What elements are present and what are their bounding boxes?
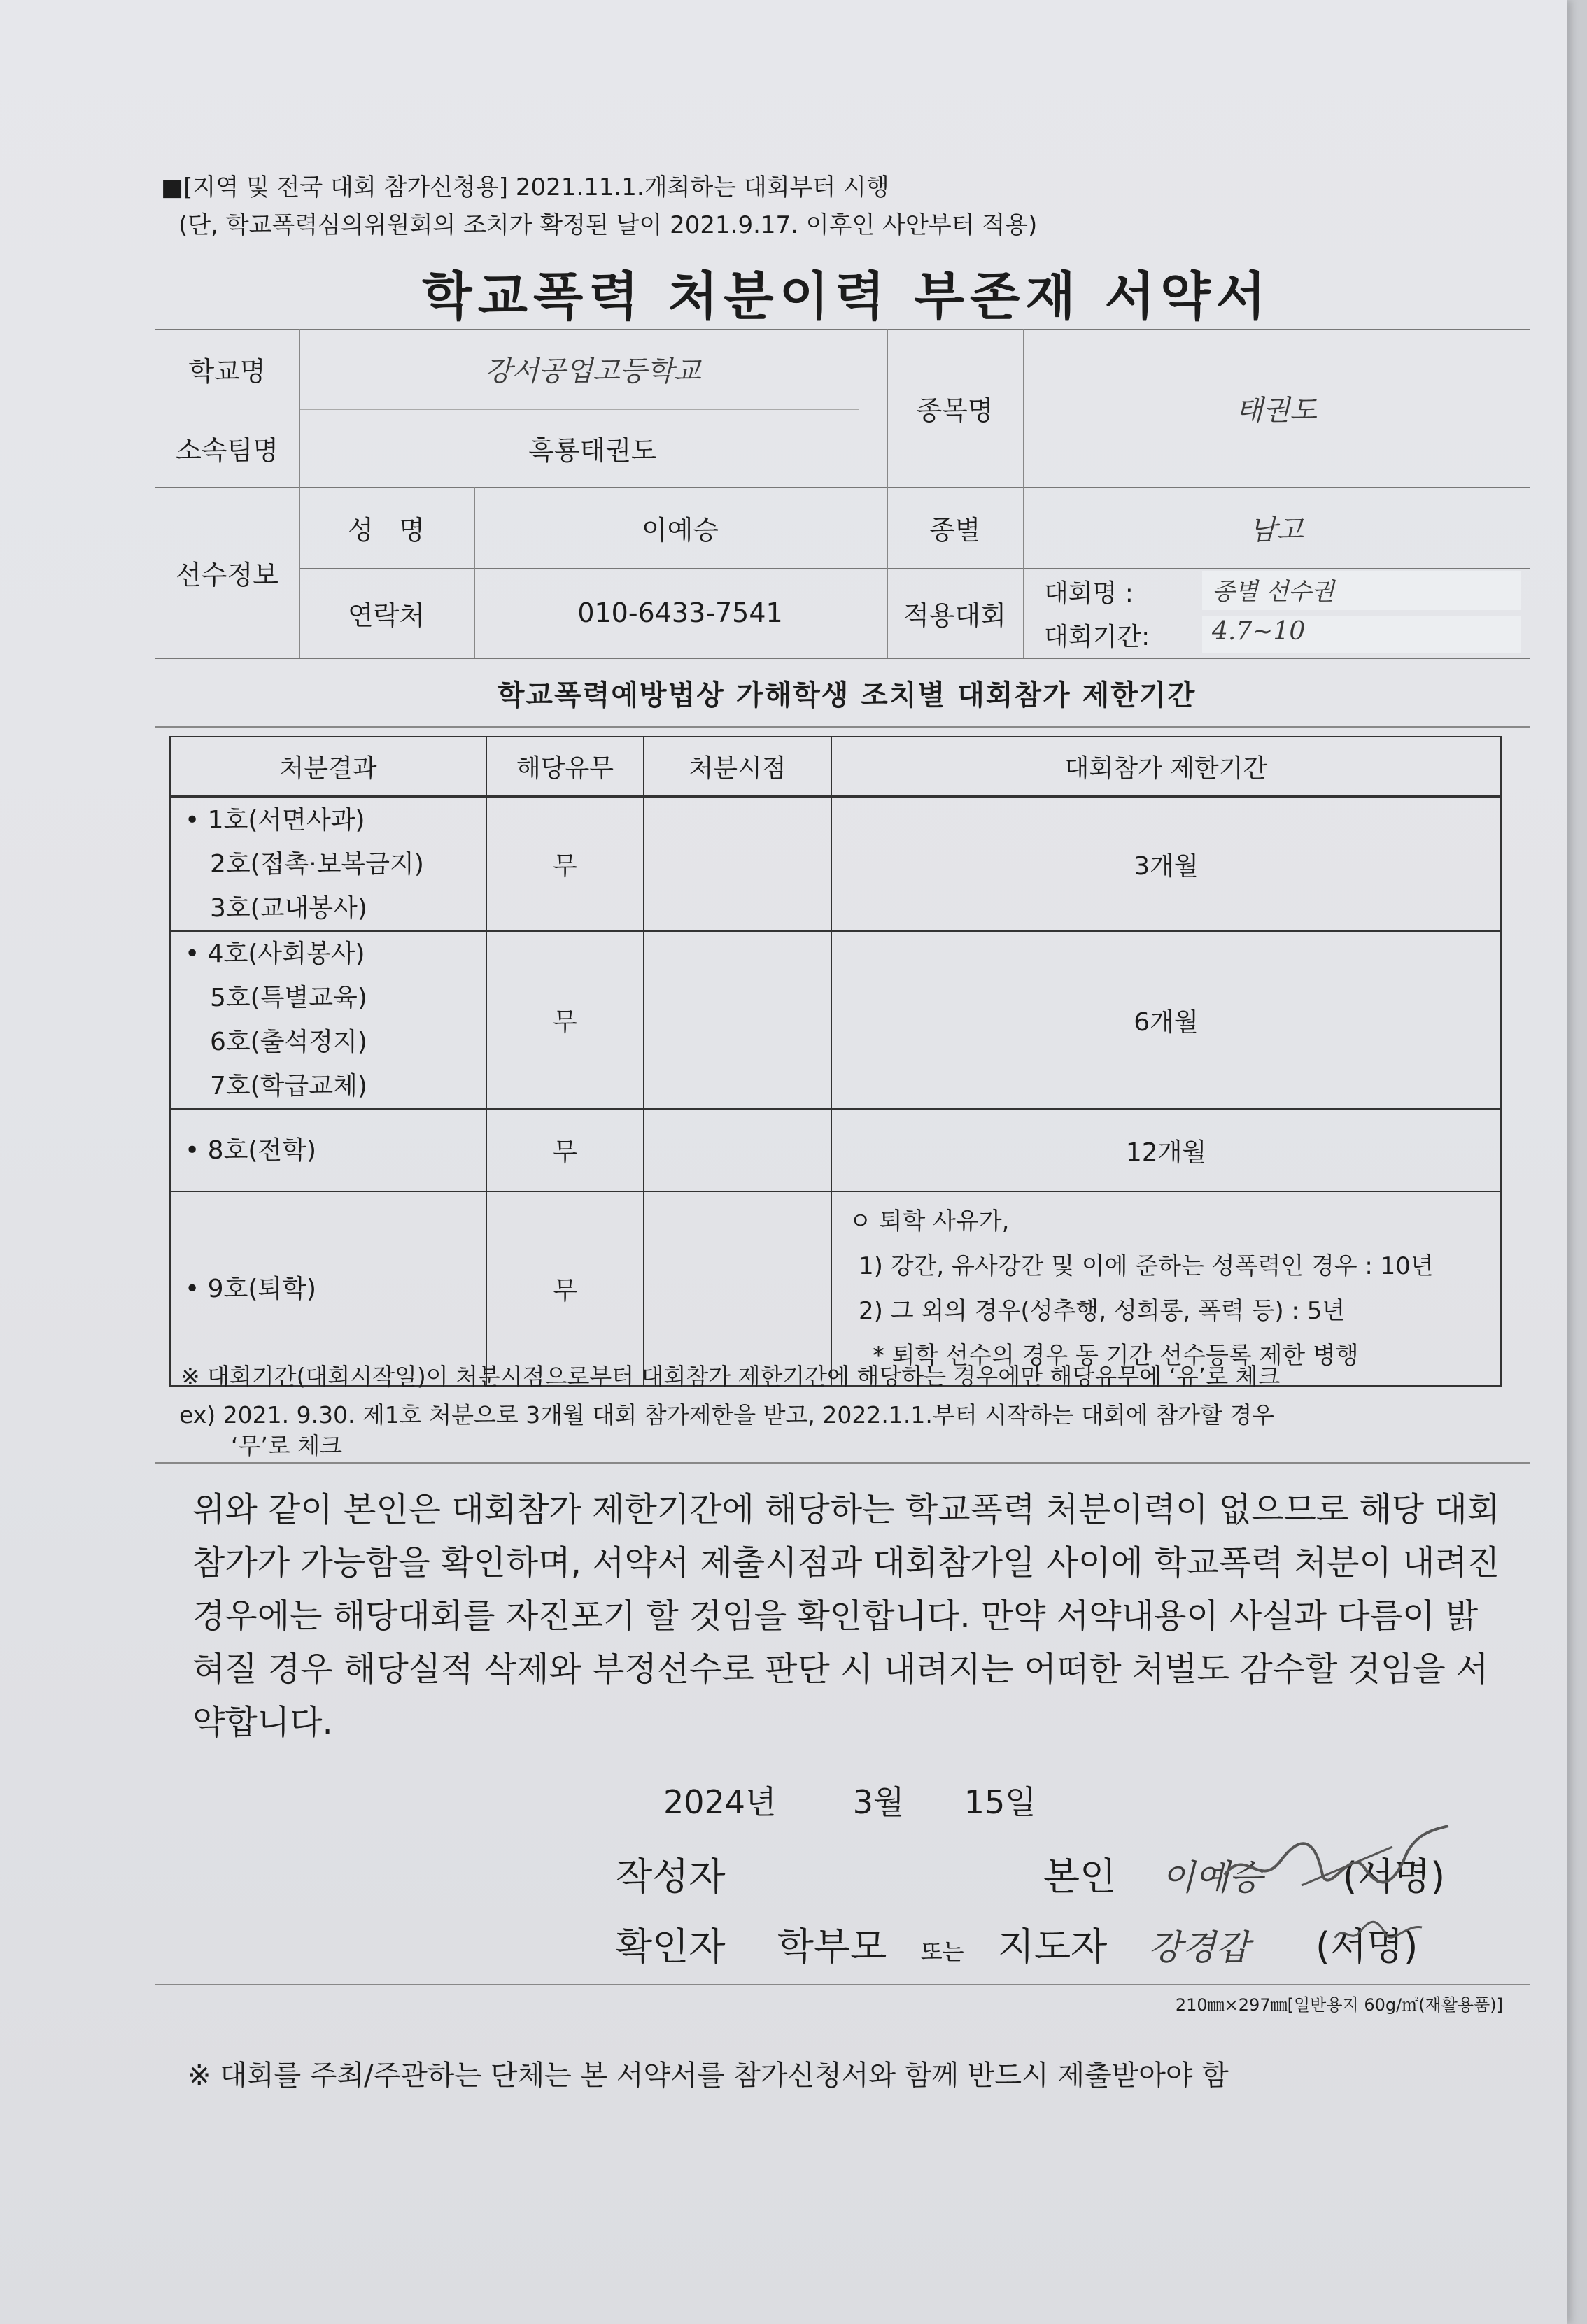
competition-period-value: 4.7~10 xyxy=(1212,617,1306,646)
applicable-cell: 무 xyxy=(486,1191,644,1386)
applicable-cell: 무 xyxy=(486,931,644,1109)
restriction-subtitle: 학교폭력예방법상 가해학생 조치별 대회참가 제한기간 xyxy=(497,679,1197,711)
note-3: ‘무’로 체크 xyxy=(231,1432,342,1459)
date-day: 15일 xyxy=(964,1783,1036,1821)
time-cell xyxy=(644,1191,831,1386)
note-1: ※ 대회기간(대회시작일)이 처분시점으로부터 대회참가 제한기간에 해당하는 경우에만 해당유무에 ‘유’로 체크 xyxy=(181,1363,1281,1390)
result-cell: • 8호(전학) xyxy=(170,1109,486,1191)
period-cell: 6개월 xyxy=(831,931,1501,1109)
school-value: 강서공업고등학교 xyxy=(484,355,701,388)
event-value: 태권도 xyxy=(1236,394,1317,427)
time-cell xyxy=(644,931,831,1109)
writer-label: 작성자 xyxy=(616,1855,726,1899)
period-cell: ㅇ 퇴학 사유가, 1) 강간, 유사강간 및 이에 준하는 성폭력인 경우 : 10년 2) 그 외의 경우(성추행, 성희롱, 폭력 등) : 5년 * 퇴학 선수의 경우 동 기간 선수등록 제한 병행 xyxy=(831,1191,1501,1386)
contact-value: 010-6433-7541 xyxy=(577,597,783,628)
divider xyxy=(155,726,1530,728)
result-cell: • 1호(서면사과) 2호(접촉·보복금지) 3호(교내봉사) xyxy=(170,797,486,932)
divider xyxy=(155,1984,1530,1985)
event-label: 종목명 xyxy=(916,395,994,426)
period-cell: 12개월 xyxy=(831,1109,1501,1191)
contact-label: 연락처 xyxy=(347,600,425,631)
school-label: 학교명 xyxy=(188,355,266,387)
team-value: 흑룡태권도 xyxy=(528,434,657,466)
coach-name: 강경갑 xyxy=(1148,1927,1250,1968)
sign-label-1: (서명) xyxy=(1342,1855,1446,1899)
header-line-1: ■[지역 및 전국 대회 참가신청용] 2021.11.1.개최하는 대회부터 시행 xyxy=(161,173,889,201)
table-row xyxy=(170,931,1501,1109)
or-label: 또는 xyxy=(920,1939,964,1965)
handwritten-signature-1 xyxy=(1218,1819,1455,1910)
name-label: 성 명 xyxy=(348,514,425,546)
sign-label-2: (서명) xyxy=(1315,1925,1418,1969)
handwritten-signature-2 xyxy=(1329,1910,1427,1966)
confirmer-label: 확인자 xyxy=(616,1925,726,1969)
time-cell xyxy=(644,1109,831,1191)
applied-competition-label: 적용대회 xyxy=(903,600,1006,631)
header-time: 처분시점 xyxy=(644,737,831,797)
pledge-text: 위와 같이 본인은 대회참가 제한기간에 해당하는 학교폭력 처분이력이 없으므로 해당 대회 참가가 가능함을 확인하며, 서약서 제출시점과 대회참가일 사이에 학교폭력 처분이 내려진 경우에는 해당대회를 자진포기 할 것임을 확인합니다. 만약 서약내용이 사실과 다름이 밝혀질 경우 해당실적 삭제와 부정선수로 판단 시 내려지는 어떠한 처벌도 감수할 것임을 서약합니다. xyxy=(192,1490,1500,1742)
document-title: 학교폭력 처분이력 부존재 서약서 xyxy=(421,267,1272,327)
applicant-info-grid xyxy=(155,329,1530,658)
self-name: 이예승 xyxy=(1161,1857,1263,1898)
period-cell: 3개월 xyxy=(831,797,1501,932)
table-header-row xyxy=(170,737,1501,797)
pledge-date xyxy=(663,1777,1036,1823)
category-label: 종별 xyxy=(929,514,981,546)
result-cell: • 4호(사회봉사) 5호(특별교육) 6호(출석정지) 7호(학급교체) xyxy=(170,931,486,1109)
date-year: 2024년 xyxy=(663,1783,777,1821)
date-month: 3월 xyxy=(852,1783,905,1821)
footer-note: ※ 대회를 주최/주관하는 단체는 본 서약서를 참가신청서와 함께 반드시 제출받아야 함 xyxy=(188,2060,1229,2092)
divider xyxy=(155,1462,1530,1464)
header-result: 처분결과 xyxy=(170,737,486,797)
header-period: 대회참가 제한기간 xyxy=(831,737,1501,797)
applicable-cell: 무 xyxy=(486,797,644,932)
coach-label: 지도자 xyxy=(997,1925,1108,1969)
paper-spec: 210㎜×297㎜[일반용지 60g/㎡(재활용품)] xyxy=(1175,1995,1503,2015)
confirmer-signature-line xyxy=(616,1917,1418,1971)
applicable-cell: 무 xyxy=(486,1109,644,1191)
table-row xyxy=(170,1191,1501,1386)
restriction-table xyxy=(169,736,1502,1387)
self-label: 본인 xyxy=(1043,1855,1117,1899)
competition-name-label: 대회명 : xyxy=(1044,579,1134,608)
name-value: 이예승 xyxy=(641,514,719,546)
player-info-label: 선수정보 xyxy=(176,559,278,590)
parent-label: 학부모 xyxy=(777,1925,887,1969)
competition-period-label: 대회기간: xyxy=(1044,623,1150,651)
result-cell: • 9호(퇴학) xyxy=(170,1191,486,1386)
header-applicable: 해당유무 xyxy=(486,737,644,797)
table-row xyxy=(170,797,1501,932)
team-label: 소속팀명 xyxy=(176,434,278,466)
table-row xyxy=(170,1109,1501,1191)
note-2: ex) 2021. 9.30. 제1호 처분으로 3개월 대회 참가제한을 받고, 2022.1.1.부터 시작하는 대회에 참가할 경우 xyxy=(179,1401,1275,1429)
category-value: 남고 xyxy=(1249,513,1304,546)
header-line-2: (단, 학교폭력심의위원회의 조치가 확정된 날이 2021.9.17. 이후인 사안부터 적용) xyxy=(178,211,1038,239)
time-cell xyxy=(644,797,831,932)
competition-name-value: 종별 선수권 xyxy=(1212,578,1335,606)
